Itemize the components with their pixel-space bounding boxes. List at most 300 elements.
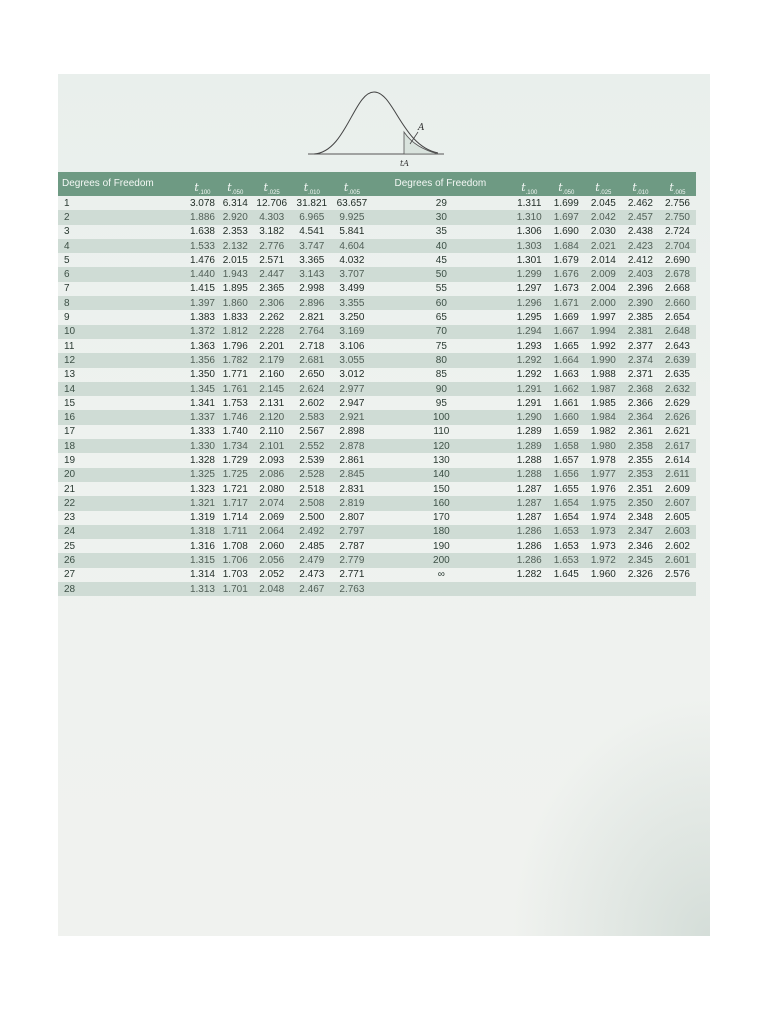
critical-value-cell: 2.042 (585, 210, 622, 224)
critical-value-cell: 1.372 (186, 325, 219, 339)
critical-value-cell: 1.289 (516, 426, 542, 438)
critical-value-cell: 1.662 (548, 382, 585, 396)
table-header-row (58, 172, 372, 196)
critical-value-cell: 1.812 (219, 325, 252, 339)
critical-value-cell: 2.201 (259, 340, 285, 352)
critical-value-cell: 4.541 (299, 226, 325, 238)
critical-value-cell: 1.323 (189, 483, 215, 495)
critical-value-cell: 2.998 (299, 283, 325, 295)
df-cell: 7 (64, 283, 70, 295)
table-row (58, 582, 372, 596)
critical-value-cell: 2.060 (259, 540, 285, 552)
critical-value-cell: 2.348 (627, 512, 653, 524)
critical-value-cell: 2.648 (659, 325, 696, 339)
critical-value-cell: 1.287 (516, 512, 542, 524)
df-cell: 11 (64, 340, 75, 352)
critical-value-cell: 1.655 (553, 483, 579, 495)
df-cell: 100 (372, 410, 511, 424)
critical-value-cell: 2.819 (332, 496, 372, 510)
critical-value-cell: 2.602 (664, 540, 690, 552)
critical-value-cell: 1.663 (553, 369, 579, 381)
table-row (58, 496, 372, 510)
col-header-050: $t_{.050}$ (219, 172, 252, 196)
table-row (58, 568, 372, 582)
critical-value-cell: 1.287 (516, 483, 542, 495)
table-row (372, 253, 696, 267)
critical-value-cell: 1.771 (222, 369, 248, 381)
area-label: A (418, 123, 425, 133)
critical-value-cell: 1.703 (222, 569, 248, 581)
critical-value-cell: 3.106 (339, 340, 365, 352)
critical-value-cell: 1.673 (553, 283, 579, 295)
table-row (58, 410, 372, 424)
df-cell: 180 (372, 525, 511, 539)
df-cell: 29 (435, 197, 447, 209)
df-cell: 160 (372, 496, 511, 510)
critical-value-cell: 2.771 (339, 569, 365, 581)
table-row (372, 511, 696, 525)
critical-value-cell: 1.746 (219, 410, 252, 424)
critical-value-cell: 2.492 (292, 525, 332, 539)
critical-value-cell: 1.973 (585, 525, 622, 539)
critical-value-cell: 1.671 (548, 296, 585, 310)
table-row (372, 468, 696, 482)
critical-value-cell: 1.319 (189, 512, 215, 524)
df-cell: 120 (372, 439, 511, 453)
critical-value-cell (659, 582, 696, 596)
df-cell: 190 (433, 540, 450, 552)
critical-value-cell: 2.412 (627, 254, 653, 266)
critical-value-cell: 2.160 (259, 369, 285, 381)
critical-value-cell: 3.143 (292, 267, 332, 281)
critical-value-cell: 1.679 (553, 254, 579, 266)
critical-value-cell: 1.313 (186, 582, 219, 596)
critical-value-cell: 2.479 (292, 553, 332, 567)
critical-value-cell: 2.779 (332, 553, 372, 567)
col-header-100: $t_{.100}$ (186, 172, 219, 196)
critical-value-cell: 1.706 (219, 553, 252, 567)
critical-value-cell: 1.638 (189, 226, 215, 238)
critical-value-cell: 1.288 (511, 468, 548, 482)
critical-value-cell: 1.363 (189, 340, 215, 352)
critical-value-cell: 2.632 (659, 382, 696, 396)
critical-value-cell: 2.624 (292, 382, 332, 396)
critical-value-cell: 1.697 (548, 210, 585, 224)
critical-value-cell: 1.653 (548, 525, 585, 539)
df-cell: 5 (64, 254, 70, 266)
critical-value-cell: 2.639 (659, 353, 696, 367)
table-row (372, 539, 696, 553)
critical-value-cell: 2.045 (590, 197, 616, 209)
critical-value-cell: 1.980 (585, 439, 622, 453)
critical-value-cell: 2.643 (664, 340, 690, 352)
critical-value-cell: 2.347 (622, 525, 659, 539)
critical-value-cell: 2.583 (292, 410, 332, 424)
critical-value-cell: 1.333 (189, 426, 215, 438)
critical-value-cell: 2.101 (252, 439, 292, 453)
critical-value-cell: 2.605 (664, 512, 690, 524)
critical-value-cell: 1.660 (548, 410, 585, 424)
critical-value-cell: 1.782 (219, 353, 252, 367)
critical-value-cell: 3.169 (332, 325, 372, 339)
df-cell: 90 (372, 382, 511, 396)
critical-value-cell (585, 582, 622, 596)
table-row (372, 239, 696, 253)
critical-value-cell: 1.325 (186, 468, 219, 482)
critical-value-cell: 2.423 (622, 239, 659, 253)
critical-value-cell: 2.552 (292, 439, 332, 453)
col-header-005: $t_{.005}$ (332, 172, 372, 196)
df-cell: 14 (58, 382, 186, 396)
table-row (372, 267, 696, 281)
table-row (372, 225, 696, 239)
critical-value-cell: 2.396 (627, 283, 653, 295)
df-cell: 27 (64, 569, 76, 581)
critical-value-cell: 2.607 (659, 496, 696, 510)
df-cell: 12 (58, 353, 186, 367)
critical-value-cell: 2.351 (627, 483, 653, 495)
critical-value-cell: 2.004 (590, 283, 616, 295)
critical-value-cell: 2.467 (292, 582, 332, 596)
critical-value-cell: 1.654 (553, 512, 579, 524)
critical-value-cell: 2.668 (664, 283, 690, 295)
critical-value-cell: 2.921 (332, 410, 372, 424)
critical-value-cell: 1.440 (186, 267, 219, 281)
critical-value-cell: 1.654 (548, 496, 585, 510)
critical-value-cell: 2.000 (585, 296, 622, 310)
df-cell: 26 (58, 553, 186, 567)
critical-value-cell: 1.676 (548, 267, 585, 281)
critical-value-cell: 3.055 (332, 353, 372, 367)
critical-value-cell: 2.690 (664, 254, 690, 266)
critical-value-cell: 1.299 (511, 267, 548, 281)
col-header-050: $t_{.050}$ (548, 172, 585, 196)
critical-value-cell: 1.310 (511, 210, 548, 224)
critical-value-cell: 2.776 (252, 239, 292, 253)
shaded-tail-area (404, 132, 438, 154)
critical-value-cell: 4.303 (252, 210, 292, 224)
table-row (372, 453, 696, 467)
critical-value-cell: 1.734 (219, 439, 252, 453)
critical-value-cell: 1.356 (186, 353, 219, 367)
critical-value-cell: 2.364 (622, 410, 659, 424)
critical-value-cell: 1.661 (553, 397, 579, 409)
critical-value-cell: 1.286 (516, 540, 542, 552)
df-cell: 15 (64, 397, 76, 409)
critical-value-cell: 1.657 (553, 454, 579, 466)
table-header-row (372, 172, 696, 196)
table-row (58, 511, 372, 525)
critical-value-cell: 1.725 (219, 468, 252, 482)
critical-value-cell: 2.390 (622, 296, 659, 310)
critical-value-cell: 1.289 (511, 439, 548, 453)
table-row (58, 525, 372, 539)
df-cell: 200 (372, 553, 511, 567)
df-cell: 9 (64, 312, 70, 324)
df-cell: 45 (435, 254, 447, 266)
critical-value-cell: 2.438 (627, 226, 653, 238)
col-header-010: $t_{.010}$ (622, 172, 659, 196)
table-row (58, 553, 372, 567)
df-cell: 13 (64, 369, 76, 381)
critical-value-cell: 2.718 (299, 340, 325, 352)
critical-value-cell: 1.330 (186, 439, 219, 453)
critical-value-cell: 2.947 (339, 397, 365, 409)
col-header-010: $t_{.010}$ (292, 172, 332, 196)
critical-value-cell: 2.609 (664, 483, 690, 495)
critical-value-cell: 2.787 (339, 540, 365, 552)
critical-value-cell: 1.653 (548, 553, 585, 567)
table-row (58, 296, 372, 310)
critical-value-cell: 1.337 (186, 410, 219, 424)
table-row (372, 368, 696, 382)
df-cell: 35 (435, 226, 447, 238)
critical-value-cell: 2.145 (252, 382, 292, 396)
critical-value-cell: 1.415 (189, 283, 215, 295)
df-cell: 50 (372, 267, 511, 281)
critical-value-cell: 3.355 (332, 296, 372, 310)
df-cell (372, 582, 511, 596)
critical-value-cell: 2.447 (252, 267, 292, 281)
critical-value-cell: 1.987 (585, 382, 622, 396)
critical-value-cell: 2.571 (259, 254, 285, 266)
critical-value-cell: 1.311 (517, 197, 542, 209)
critical-value-cell: 2.601 (659, 553, 696, 567)
critical-value-cell: 4.032 (339, 254, 365, 266)
critical-value-cell: 2.807 (339, 512, 365, 524)
critical-value-cell: 2.603 (659, 525, 696, 539)
table-row (372, 496, 696, 510)
critical-value-cell: 1.796 (222, 340, 248, 352)
critical-value-cell: 12.706 (256, 197, 288, 209)
critical-value-cell: 1.978 (590, 454, 616, 466)
table-row (372, 439, 696, 453)
df-cell: 28 (58, 582, 186, 596)
df-cell: 21 (64, 483, 76, 495)
critical-value-cell: 2.611 (659, 468, 696, 482)
df-cell: 150 (433, 483, 450, 495)
critical-value-cell: 2.366 (627, 397, 653, 409)
critical-value-cell: 2.654 (664, 312, 690, 324)
critical-value-cell: 1.315 (186, 553, 219, 567)
col-header-100: $t_{.100}$ (511, 172, 548, 196)
critical-value-cell: 1.976 (590, 483, 616, 495)
df-cell: 40 (372, 239, 511, 253)
critical-value-cell: 2.678 (659, 267, 696, 281)
critical-value-cell: 2.132 (219, 239, 252, 253)
table-row (58, 439, 372, 453)
critical-value-cell: 2.764 (292, 325, 332, 339)
critical-value-cell: 1.296 (511, 296, 548, 310)
critical-value-cell: 1.860 (219, 296, 252, 310)
critical-value-cell: 9.925 (332, 210, 372, 224)
critical-value-cell: 6.314 (222, 197, 248, 209)
df-cell: 65 (435, 312, 447, 324)
table-row (372, 582, 696, 596)
critical-value-cell: 2.385 (627, 312, 653, 324)
table-row (372, 282, 696, 296)
table-row (58, 310, 372, 324)
critical-value-cell: 1.699 (553, 197, 579, 209)
critical-value-cell: 2.508 (292, 496, 332, 510)
critical-value-cell: 2.977 (332, 382, 372, 396)
critical-value-cell: 2.845 (332, 468, 372, 482)
table-row (372, 339, 696, 353)
critical-value-cell: 2.228 (252, 325, 292, 339)
t-label: tA (400, 159, 409, 168)
critical-value-cell: 1.664 (548, 353, 585, 367)
critical-value-cell: 1.729 (222, 454, 248, 466)
table-row (372, 210, 696, 224)
df-cell: 70 (372, 325, 511, 339)
critical-value-cell: 1.992 (590, 340, 616, 352)
critical-value-cell: 2.120 (252, 410, 292, 424)
df-cell: 6 (58, 267, 186, 281)
critical-value-cell: 2.052 (259, 569, 285, 581)
critical-value-cell: 1.984 (585, 410, 622, 424)
critical-value-cell: 1.973 (590, 540, 616, 552)
critical-value-cell: 2.365 (259, 283, 285, 295)
critical-value-cell: 1.286 (511, 553, 548, 567)
critical-value-cell: 3.012 (339, 369, 365, 381)
critical-value-cell: 2.326 (627, 569, 653, 581)
critical-value-cell: 2.374 (622, 353, 659, 367)
critical-value-cell: 1.288 (516, 454, 542, 466)
df-cell: 110 (433, 426, 450, 438)
critical-value-cell: 1.684 (548, 239, 585, 253)
critical-value-cell: 2.086 (252, 468, 292, 482)
critical-value-cell: 3.707 (332, 267, 372, 281)
critical-value-cell: 2.473 (299, 569, 325, 581)
critical-value-cell: 2.377 (627, 340, 653, 352)
df-cell: 4 (58, 239, 186, 253)
table-row (372, 353, 696, 367)
t-table-left (58, 172, 372, 596)
table-row (372, 410, 696, 424)
critical-value-cell: 2.500 (299, 512, 325, 524)
critical-value-cell: 2.861 (339, 454, 365, 466)
critical-value-cell: 1.988 (590, 369, 616, 381)
df-cell: 30 (372, 210, 511, 224)
critical-value-cell: 1.994 (585, 325, 622, 339)
critical-value-cell: 2.110 (259, 426, 284, 438)
table-row (58, 368, 372, 382)
critical-value-cell: 1.316 (189, 540, 215, 552)
critical-value-cell: 2.056 (252, 553, 292, 567)
t-table-right (372, 172, 696, 596)
critical-value-cell: 1.960 (590, 569, 616, 581)
critical-value-cell: 3.182 (259, 226, 285, 238)
df-cell: 75 (435, 340, 447, 352)
col-header-025: $t_{.025}$ (585, 172, 622, 196)
critical-value-cell: 1.301 (516, 254, 542, 266)
critical-value-cell: 3.078 (189, 197, 215, 209)
critical-value-cell: 1.397 (186, 296, 219, 310)
critical-value-cell: 1.645 (553, 569, 579, 581)
critical-value-cell: 1.350 (189, 369, 215, 381)
df-cell: 23 (64, 512, 76, 524)
table-row (372, 325, 696, 339)
critical-value-cell: 2.403 (622, 267, 659, 281)
critical-value-cell: 2.626 (659, 410, 696, 424)
table-row (58, 396, 372, 410)
critical-value-cell: 1.292 (516, 369, 542, 381)
t-distribution-diagram (306, 88, 446, 168)
df-cell: 1 (64, 197, 70, 209)
critical-value-cell: 2.724 (664, 226, 690, 238)
df-cell: 22 (58, 496, 186, 510)
table-row (58, 539, 372, 553)
critical-value-cell: 2.355 (627, 454, 653, 466)
critical-value-cell: 2.576 (664, 569, 690, 581)
critical-value-cell: 1.833 (222, 312, 248, 324)
critical-value-cell: 2.750 (659, 210, 696, 224)
critical-value-cell: 2.756 (664, 197, 690, 209)
table-row (58, 453, 372, 467)
df-cell: 10 (58, 325, 186, 339)
table-row (58, 225, 372, 239)
right-table-body (372, 196, 696, 596)
critical-value-cell: 2.704 (659, 239, 696, 253)
critical-value-cell: 2.074 (252, 496, 292, 510)
critical-value-cell: 2.030 (590, 226, 616, 238)
df-cell: ∞ (437, 569, 445, 581)
df-header: Degrees of Freedom (372, 172, 511, 196)
critical-value-cell: 1.690 (553, 226, 579, 238)
critical-value-cell: 2.617 (659, 439, 696, 453)
table-row (372, 382, 696, 396)
critical-value-cell: 2.797 (332, 525, 372, 539)
critical-value-cell: 2.878 (332, 439, 372, 453)
critical-value-cell: 2.763 (332, 582, 372, 596)
critical-value-cell: 2.306 (252, 296, 292, 310)
table-row (58, 210, 372, 224)
critical-value-cell: 1.665 (553, 340, 579, 352)
critical-value-cell: 1.974 (590, 512, 616, 524)
critical-value-cell: 2.361 (627, 426, 653, 438)
critical-value-cell: 2.381 (622, 325, 659, 339)
critical-value-cell: 1.714 (222, 512, 248, 524)
critical-value-cell: 3.747 (292, 239, 332, 253)
critical-value-cell: 2.371 (627, 369, 653, 381)
col-header-005: $t_{.005}$ (659, 172, 696, 196)
critical-value-cell: 2.179 (252, 353, 292, 367)
critical-value-cell: 2.621 (664, 426, 690, 438)
critical-value-cell: 1.383 (189, 312, 215, 324)
critical-value-cell: 2.485 (299, 540, 325, 552)
critical-value-cell: 1.297 (516, 283, 542, 295)
df-cell: 85 (435, 369, 447, 381)
critical-value-cell: 2.353 (622, 468, 659, 482)
critical-value-cell: 63.657 (336, 197, 368, 209)
critical-value-cell: 1.533 (186, 239, 219, 253)
critical-value-cell (622, 582, 659, 596)
df-header: Degrees of Freedom (58, 172, 186, 196)
left-table-body (58, 196, 372, 596)
df-cell: 140 (372, 468, 511, 482)
critical-value-cell: 3.250 (339, 312, 365, 324)
critical-value-cell: 2.009 (585, 267, 622, 281)
critical-value-cell: 1.886 (186, 210, 219, 224)
critical-value-cell: 1.740 (222, 426, 248, 438)
table-row (372, 482, 696, 496)
df-cell: 80 (372, 353, 511, 367)
df-cell: 55 (435, 283, 447, 295)
critical-value-cell: 2.898 (339, 426, 365, 438)
table-row (58, 282, 372, 296)
critical-value-cell: 1.290 (511, 410, 548, 424)
critical-value-cell: 2.350 (622, 496, 659, 510)
